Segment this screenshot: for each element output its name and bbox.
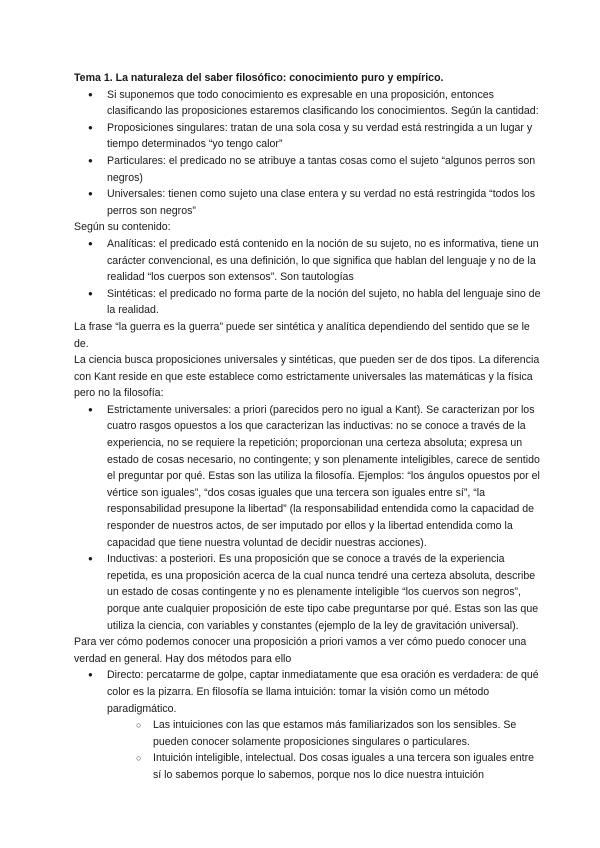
paragraph-frase: La frase “la guerra es la guerra” puede ser sintética y analítica dependiendo del sentido que se le de. — [74, 320, 530, 350]
list-item: ● Inductivas: a posteriori. Es una proposición que se conoce a través de la experiencia repetida, es una proposición acerca de la cual nunca tendré una certeza absoluta, describe un estado de cosas contingente y no es plenamente inteligible “los cuervos son negros”, porque ante cualquier proposición de este tipo cabe preguntarse por qué. Estas son las que utiliza la ciencia, con variables y constantes (ejemplo de la ley de gravitación universal). — [74, 551, 545, 634]
list-item: ● Si suponemos que todo conocimiento es expresable en una proposición, entonces clasificando las proposiciones estaremos clasificando los conocimientos. Según la cantidad: — [74, 87, 545, 120]
list-item: ● Universales: tienen como sujeto una clase entera y su verdad no está restringida “todos los perros son negros” — [74, 186, 545, 219]
metodo-directo-text: Directo: percatarme de golpe, captar inmediatamente que esa oración es verdadera: de qué color es la pizarra. En filosofía se llama intuición: tomar la visión como un método paradigmático. — [107, 669, 539, 715]
intuiciones-list — [107, 717, 545, 783]
contenido-list — [74, 236, 545, 319]
list-item-directo — [74, 667, 545, 783]
tipos-list — [74, 402, 545, 634]
metodos-list — [74, 667, 545, 783]
paragraph-contenido: Según su contenido: — [74, 221, 171, 234]
sublist-item: ○ Intuición inteligible, intelectual. Dos cosas iguales a una tercera son iguales entre sí lo sabemos porque lo sabemos, porque nos lo dice nuestra intuición — [107, 750, 545, 783]
list-item: ● Estrictamente universales: a priori (parecidos pero no igual a Kant). Se caracterizan por los cuatro rasgos opuestos a los que caracterizan las inductivas: no se conoce a través de la experiencia, no se requiere la repetición; proporcionan una certeza absoluta; expresa un estado de cosas necesario, no contingente; y son plenamente inteligibles, carece de sentido el preguntar por qué. Estas son las utiliza la filosofía. Ejemplos: “los ángulos opuestos por el vértice son iguales”, “dos cosas iguales que una tercera son iguales entre sí”, “la responsabilidad presupone la libertad” (la responsabilidad entendida como la capacidad de responder de nuestros actos, de ser imputado por ellos y la libertad entendida como la capacidad que tiene nuestra voluntad de decidir nuestras acciones). — [74, 402, 545, 551]
list-item: ● Particulares: el predicado no se atribuye a tantas cosas como el sujeto “algunos perros son negros) — [74, 153, 545, 186]
intro-list — [74, 87, 545, 220]
list-item: ● Analíticas: el predicado está contenido en la noción de su sujeto, no es informativa, tiene un carácter convencional, es una definición, lo que significa que hablan del lenguaje y no de la realidad “los cuerpos son extensos”. Son tautologías — [74, 236, 545, 286]
paragraph-ciencia: La ciencia busca proposiciones universales y sintéticas, que pueden ser de dos tipos. La diferencia con Kant reside en que este establece como estrictamente universales las matemáticas y la física pero no la filosofía: — [74, 354, 540, 400]
sublist-item: ○ Las intuiciones con las que estamos más familiarizados son los sensibles. Se pueden conocer solamente proposiciones singulares o particulares. — [107, 717, 545, 750]
document-title: Tema 1. La naturaleza del saber filosófico: conocimiento puro y empírico. — [74, 72, 444, 84]
list-item: ● Proposiciones singulares: tratan de una sola cosa y su verdad está restringida a un lugar y tiempo determinados “yo tengo calor” — [74, 120, 545, 153]
list-item: ● Sintéticas: el predicado no forma parte de la noción del sujeto, no habla del lenguaje sino de la realidad. — [74, 286, 545, 319]
paragraph-metodos: Para ver cómo podemos conocer una proposición a priori vamos a ver cómo puedo conocer una verdad en general. Hay dos métodos para ello — [74, 636, 527, 665]
